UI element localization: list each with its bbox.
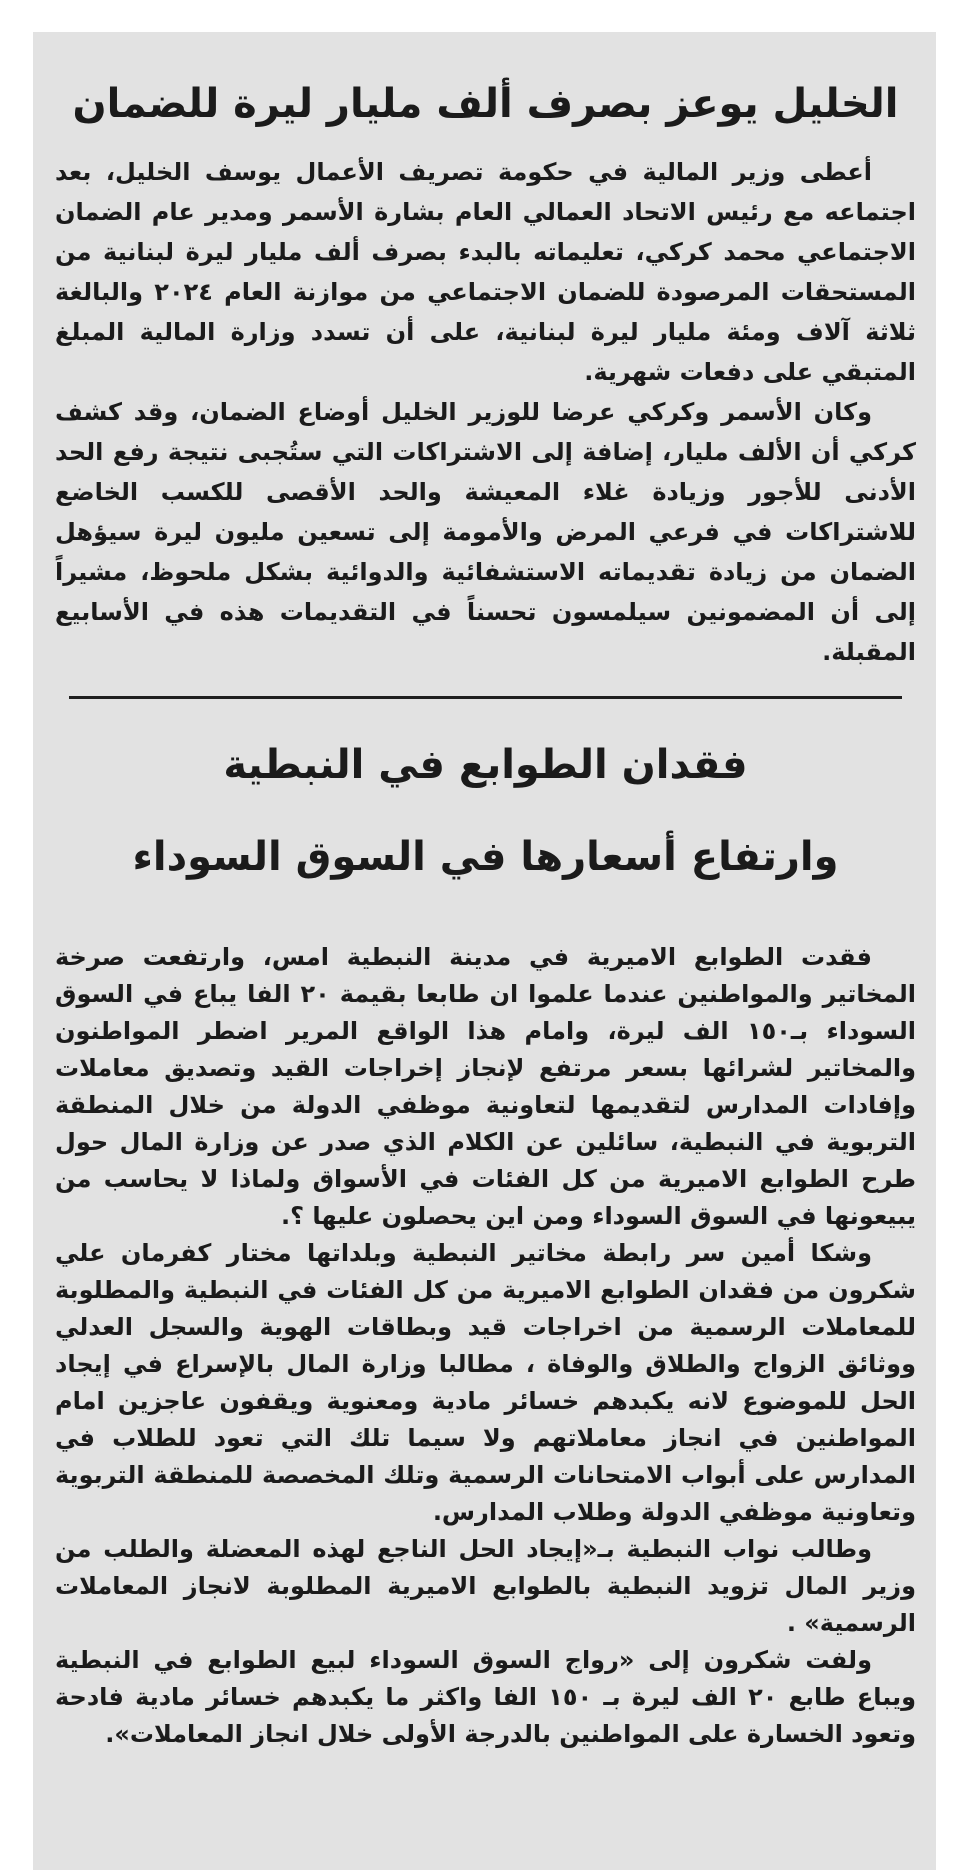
article-divider bbox=[69, 696, 902, 699]
article-2-body bbox=[55, 939, 916, 1753]
article-2-headline-line-1: فقدان الطوابع في النبطية bbox=[223, 742, 748, 788]
article-2-paragraph-3: وطالب نواب النبطية بـ«إيجاد الحل الناجع لهذه المعضلة والطلب من وزير المال تزويد النبطية بالطوابع الاميرية المطلوبة لانجاز المعاملات الرسمية» . bbox=[55, 1535, 916, 1637]
article-social-security bbox=[55, 32, 916, 672]
newspaper-clipping bbox=[33, 32, 936, 1870]
article-stamps-nabatieh bbox=[55, 739, 916, 1753]
article-2-paragraph-2: وشكا أمين سر رابطة مخاتير النبطية وبلداتها مختار كفرمان علي شكرون من فقدان الطوابع الاميرية من كل الفئات في النبطية والمطلوبة للمعاملات الرسمية من اخراجات قيد وبطاقات الهوية والسجل العدلي ووثائق الزواج والطلاق والوفاة ، مطالبا وزارة المال بالإسراع في إيجاد الحل للموضوع لانه يكبدهم خسائر مادية ومعنوية ويقفون عاجزين امام المواطنين في انجاز معاملاتهم ولا سيما تلك التي تعود للطلاب في المدارس على أبواب الامتحانات الرسمية وتلك المخصصة للمنطقة التربوية وتعاونية موظفي الدولة وطلاب المدارس. bbox=[55, 1239, 916, 1526]
article-2-headline-line-2: وارتفاع أسعارها في السوق السوداء bbox=[132, 834, 839, 880]
article-2-paragraph-1: فقدت الطوابع الاميرية في مدينة النبطية امس، وارتفعت صرخة المخاتير والمواطنين عندما علموا ان طابعا بقيمة ٢٠ الفا يباع في السوق السوداء بـ١٥٠ الف ليرة، وامام هذا الواقع المرير اضطر المواطنون والمخاتير لشرائها بسعر مرتفع لإنجاز إخراجات القيد وتصديق معاملات وإفادات المدارس لتقديمها لتعاونية موظفي الدولة من خلال المنطقة التربوية في النبطية، سائلين عن الكلام الذي صدر عن وزارة المال حول طرح الطوابع الاميرية من كل الفئات في الأسواق ولماذا لا يحاسب من يبيعونها في السوق السوداء ومن اين يحصلون عليها ؟. bbox=[55, 943, 916, 1230]
article-1-paragraph-2: وكان الأسمر وكركي عرضا للوزير الخليل أوضاع الضمان، وقد كشف كركي أن الألف مليار، إضافة إلى الاشتراكات التي ستُجبى نتيجة رفع الحد الأدنى للأجور وزيادة غلاء المعيشة والحد الأقصى للكسب الخاضع للاشتراكات في فرعي المرض والأمومة إلى تسعين مليون ليرة سيؤهل الضمان من زيادة تقديماته الاستشفائية والدوائية بشكل ملحوظ، مشيراً إلى أن المضمونين سيلمسون تحسناً في التقديمات هذه في الأسابيع المقبلة. bbox=[55, 398, 916, 666]
article-1-body bbox=[55, 152, 916, 672]
article-1-paragraph-1: أعطى وزير المالية في حكومة تصريف الأعمال يوسف الخليل، بعد اجتماعه مع رئيس الاتحاد العمالي العام بشارة الأسمر ومدير عام الضمان الاجتماعي محمد كركي، تعليماته بالبدء بصرف ألف مليار ليرة لبنانية من المستحقات المرصودة للضمان الاجتماعي من موازنة العام ٢٠٢٤ والبالغة ثلاثة آلاف ومئة مليار ليرة لبنانية، على أن تسدد وزارة المالية المبلغ المتبقي على دفعات شهرية. bbox=[55, 158, 916, 386]
article-1-headline: الخليل يوعز بصرف ألف مليار ليرة للضمان bbox=[72, 81, 899, 127]
article-2-paragraph-4: ولفت شكرون إلى «رواج السوق السوداء لبيع الطوابع في النبطية ويباع طابع ٢٠ الف ليرة بـ ١٥٠ الفا واكثر ما يكبدهم خسائر مادية فادحة وتعود الخسارة على المواطنين بالدرجة الأولى خلال انجاز المعاملات». bbox=[55, 1646, 916, 1748]
